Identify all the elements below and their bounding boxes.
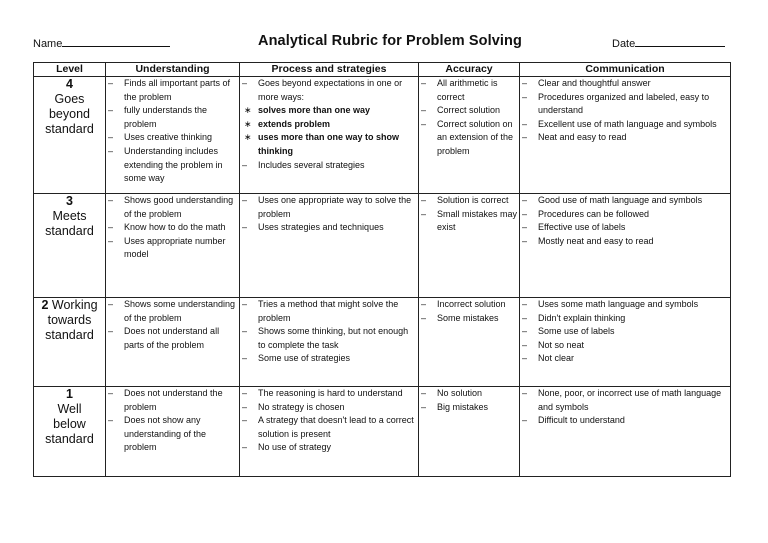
- understanding-cell: [106, 194, 240, 298]
- list-item: – Includes several strategies: [240, 159, 418, 173]
- table-row: [34, 298, 731, 387]
- list-item: – Know how to do the math: [106, 221, 239, 235]
- list-item: – Does not understand the problem: [106, 387, 239, 414]
- list-item: – Solution is correct: [419, 194, 519, 208]
- list-item: – No solution: [419, 387, 519, 401]
- col-header-communication: Communication: [520, 63, 731, 77]
- list-item: – Uses strategies and techniques: [240, 221, 418, 235]
- list-item: – No use of strategy: [240, 441, 418, 455]
- list-item: – Understanding includes extending the problem in some way: [106, 145, 239, 186]
- list-item: – Neat and easy to read: [520, 131, 730, 145]
- list-item: – Does not show any understanding of the problem: [106, 414, 239, 455]
- understanding-cell: [106, 298, 240, 387]
- level-label: Meets standard: [45, 209, 94, 238]
- level-cell: [34, 194, 106, 298]
- list-item: – Procedures can be followed: [520, 208, 730, 222]
- list-item: – Correct solution on an extension of the problem: [419, 118, 519, 159]
- list-item: – Some mistakes: [419, 312, 519, 326]
- table-row: [34, 387, 731, 477]
- level-label: Working towards standard: [45, 298, 98, 342]
- list-item: – Some use of strategies: [240, 352, 418, 366]
- name-label: Name: [33, 38, 63, 50]
- table-row: [34, 194, 731, 298]
- col-header-process: Process and strategies: [240, 63, 419, 77]
- accuracy-cell: [419, 298, 520, 387]
- list-item: – Uses appropriate number model: [106, 235, 239, 262]
- list-item: – Tries a method that might solve the problem: [240, 298, 418, 325]
- communication-cell: [520, 194, 731, 298]
- list-item: – Small mistakes may exist: [419, 208, 519, 235]
- level-number: 3: [66, 194, 73, 208]
- header-row: [34, 63, 731, 77]
- level-label: Goes beyond standard: [45, 92, 94, 136]
- communication-cell: [520, 298, 731, 387]
- list-item: – Does not understand all parts of the problem: [106, 325, 239, 352]
- level-cell: [34, 298, 106, 387]
- accuracy-cell: [419, 194, 520, 298]
- list-item: – Good use of math language and symbols: [520, 194, 730, 208]
- date-blank-line[interactable]: [635, 37, 725, 47]
- list-item: – Some use of labels: [520, 325, 730, 339]
- process-cell: [240, 194, 419, 298]
- understanding-cell: [106, 77, 240, 194]
- list-item: – Shows some understanding of the problem: [106, 298, 239, 325]
- list-item: – A strategy that doesn't lead to a correct solution is present: [240, 414, 418, 441]
- list-item: – The reasoning is hard to understand: [240, 387, 418, 401]
- communication-cell: [520, 387, 731, 477]
- sub-list-item: ∗ uses more than one way to show thinking: [242, 131, 418, 158]
- list-item: – Uses some math language and symbols: [520, 298, 730, 312]
- col-header-understanding: Understanding: [106, 63, 240, 77]
- table-row: [34, 77, 731, 194]
- list-item: – Not so neat: [520, 339, 730, 353]
- list-item: [240, 77, 418, 159]
- list-item: – Shows good understanding of the problem: [106, 194, 239, 221]
- date-field: [612, 37, 725, 50]
- level-label: Well below standard: [45, 402, 94, 446]
- date-label: Date: [612, 38, 636, 50]
- document-header: [0, 33, 768, 55]
- list-item: – Uses creative thinking: [106, 131, 239, 145]
- level-number: 4: [66, 77, 73, 91]
- accuracy-cell: [419, 77, 520, 194]
- list-item: – Incorrect solution: [419, 298, 519, 312]
- level-cell: [34, 77, 106, 194]
- level-number: 2: [41, 298, 49, 312]
- list-item: – Difficult to understand: [520, 414, 730, 428]
- list-item: – Didn't explain thinking: [520, 312, 730, 326]
- level-number: 1: [66, 387, 73, 401]
- understanding-cell: [106, 387, 240, 477]
- sub-list-item: ∗ extends problem: [242, 118, 418, 132]
- list-item: – Uses one appropriate way to solve the problem: [240, 194, 418, 221]
- rubric-table: [33, 62, 731, 477]
- sub-list: [242, 104, 418, 158]
- list-item: – Not clear: [520, 352, 730, 366]
- list-item: – Shows some thinking, but not enough to complete the task: [240, 325, 418, 352]
- col-header-level: Level: [34, 63, 106, 77]
- list-item: – Big mistakes: [419, 401, 519, 415]
- list-item: – Procedures organized and labeled, easy to understand: [520, 91, 730, 118]
- list-item: – fully understands the problem: [106, 104, 239, 131]
- list-item: – No strategy is chosen: [240, 401, 418, 415]
- communication-cell: [520, 77, 731, 194]
- process-lead-text: Goes beyond expectations in one or more ways:: [258, 78, 403, 102]
- process-cell: [240, 298, 419, 387]
- col-header-accuracy: Accuracy: [419, 63, 520, 77]
- sub-list-item: ∗ solves more than one way: [242, 104, 418, 118]
- list-item: – Mostly neat and easy to read: [520, 235, 730, 249]
- list-item: – All arithmetic is correct: [419, 77, 519, 104]
- list-item: – None, poor, or incorrect use of math language and symbols: [520, 387, 730, 414]
- list-item: – Excellent use of math language and symbols: [520, 118, 730, 132]
- level-cell: [34, 387, 106, 477]
- level-label-group: [34, 298, 105, 343]
- list-item: – Finds all important parts of the problem: [106, 77, 239, 104]
- process-cell: [240, 387, 419, 477]
- list-item: – Correct solution: [419, 104, 519, 118]
- list-item: – Effective use of labels: [520, 221, 730, 235]
- rubric-title: Analytical Rubric for Problem Solving: [258, 33, 522, 49]
- process-cell: [240, 77, 419, 194]
- list-item: – Clear and thoughtful answer: [520, 77, 730, 91]
- accuracy-cell: [419, 387, 520, 477]
